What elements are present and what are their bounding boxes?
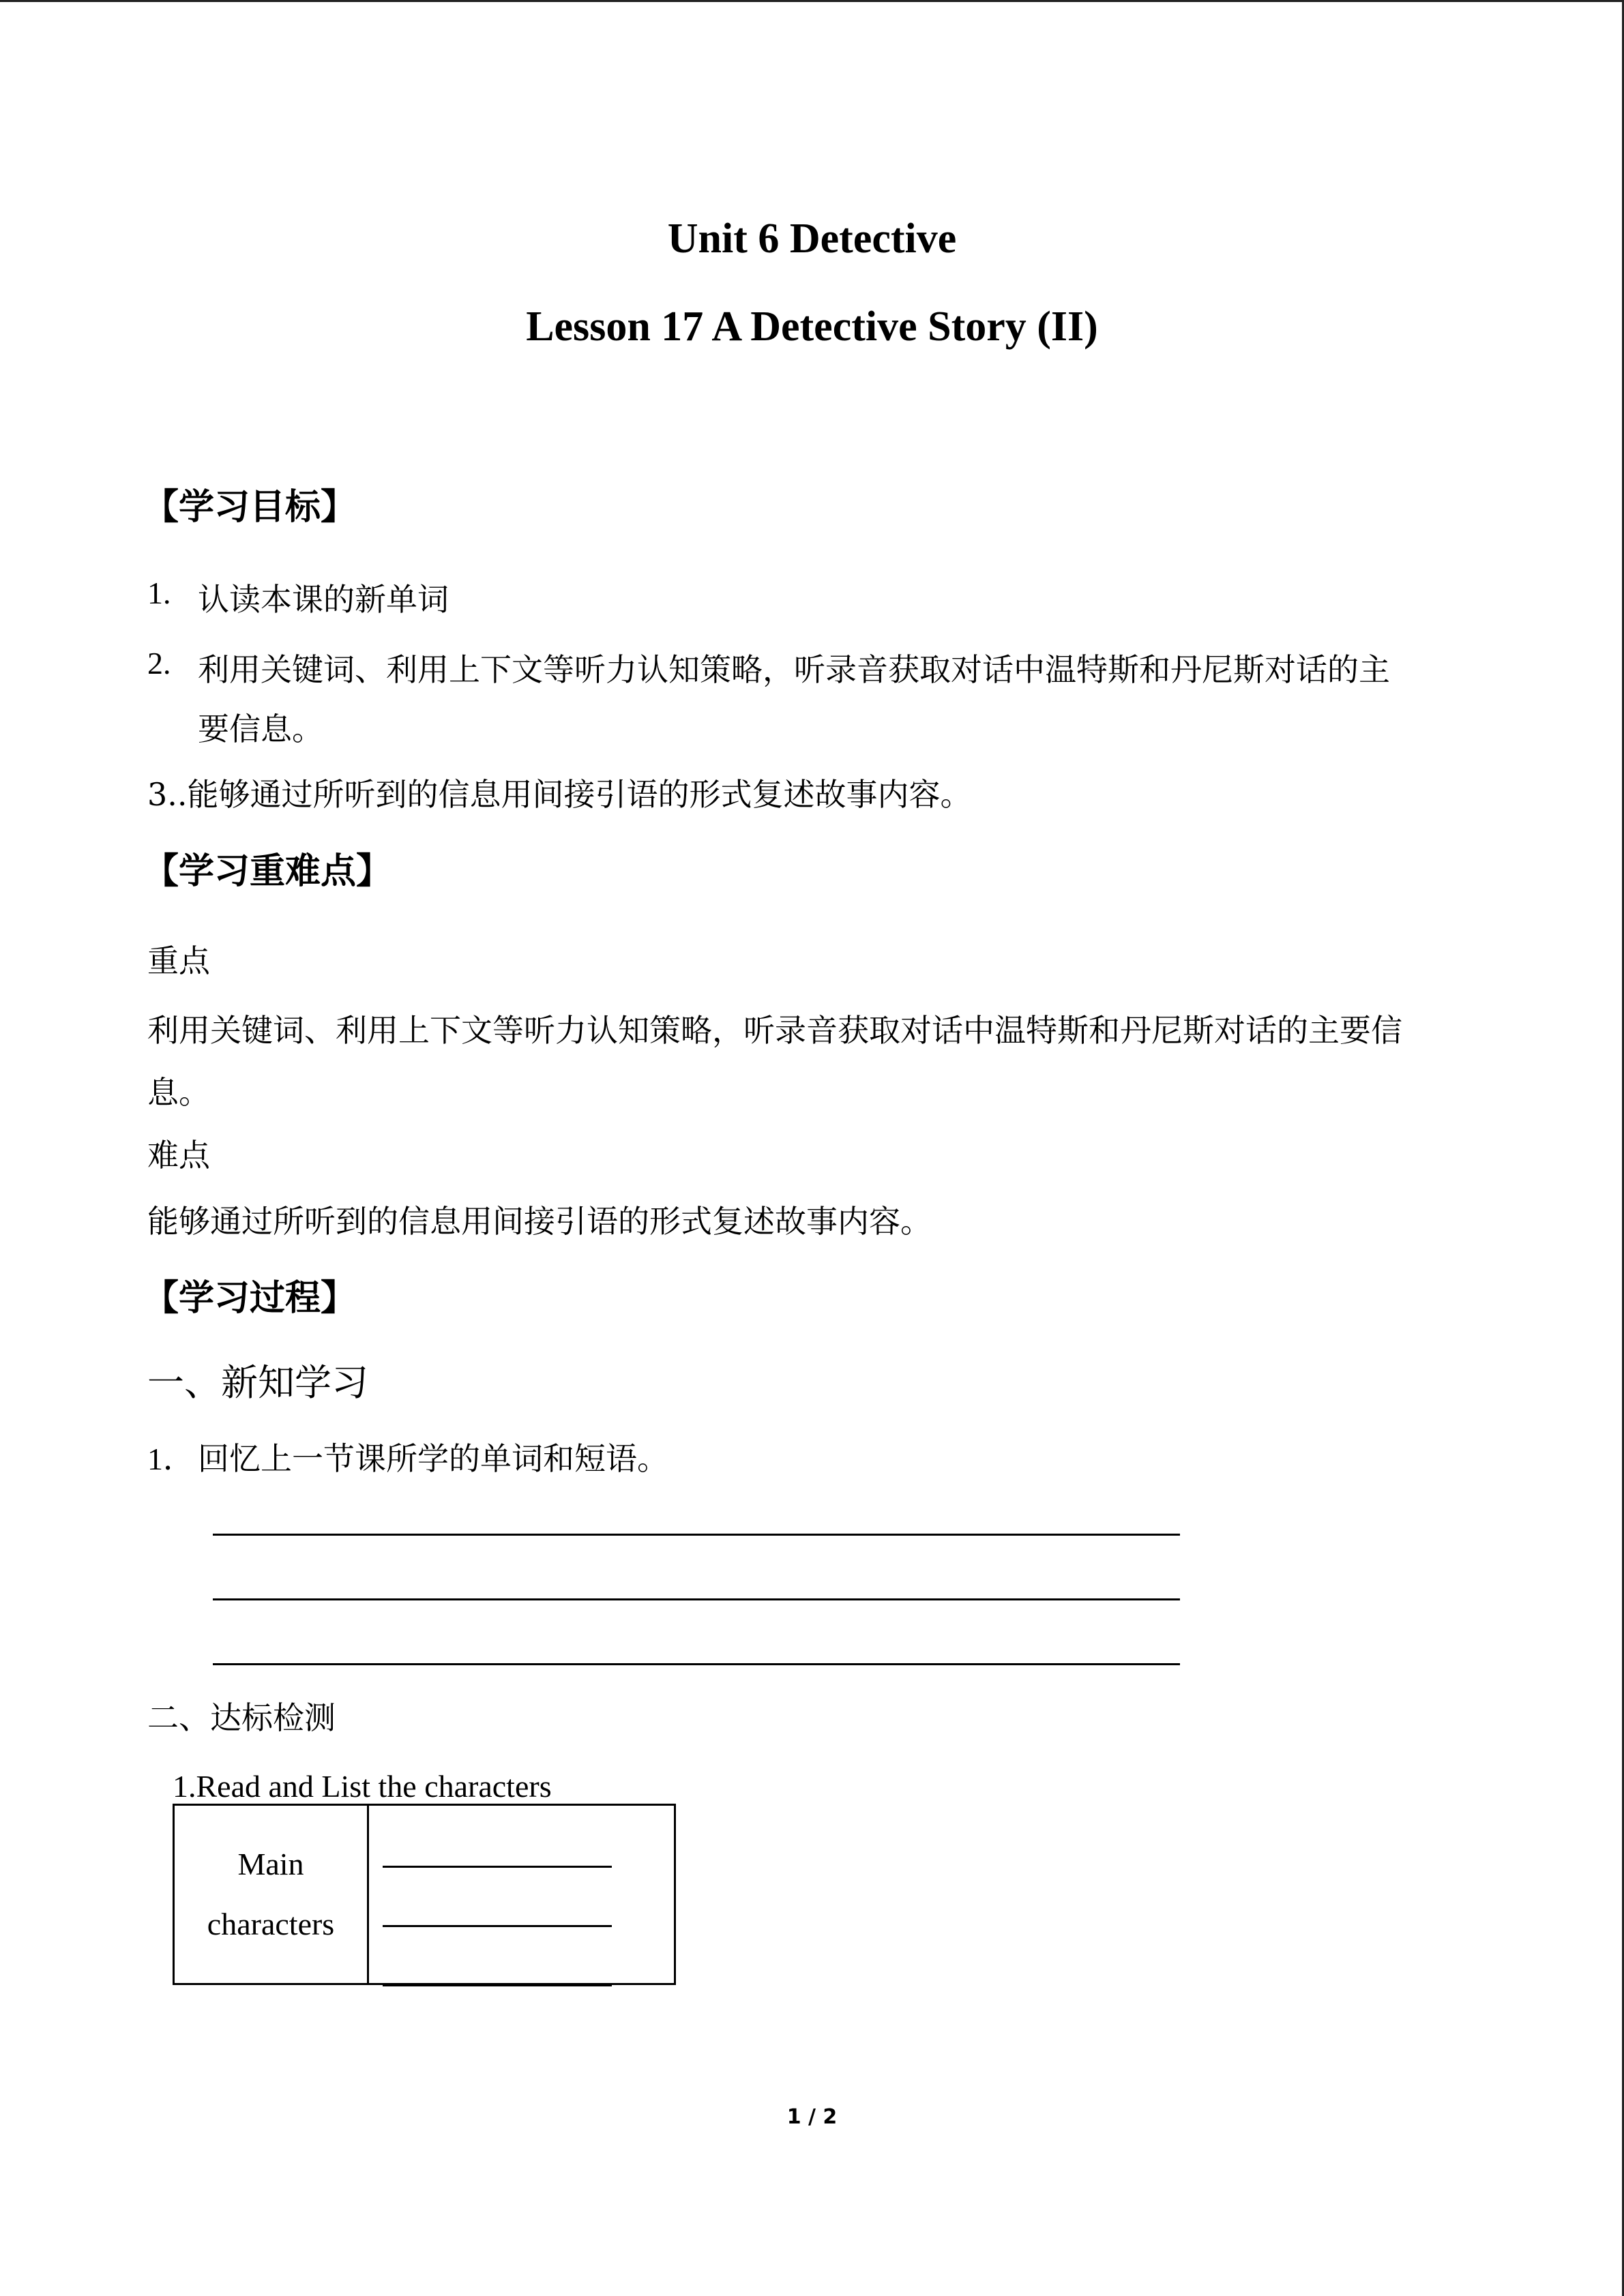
objective-text-3: 3..能够通过所听到的信息用间接引语的形式复述故事内容。 bbox=[147, 776, 972, 813]
unit-title: Unit 6 Detective bbox=[667, 215, 957, 262]
section-assessment: 二、达标检测 bbox=[147, 1699, 336, 1736]
objectives-heading: 【学习目标】 bbox=[143, 487, 357, 528]
keypoints-heading: 【学习重难点】 bbox=[143, 851, 392, 892]
difficulty-label: 难点 bbox=[147, 1137, 210, 1174]
characters-table-label bbox=[175, 1806, 367, 1983]
label-characters: characters bbox=[207, 1907, 335, 1941]
objective-text-1: 认读本课的新单词 bbox=[198, 581, 449, 618]
objective-number-2: 2. bbox=[147, 646, 171, 681]
recall-instruction: 回忆上一节课所学的单词和短语。 bbox=[198, 1440, 668, 1477]
process-heading: 【学习过程】 bbox=[143, 1278, 357, 1319]
objective-text-2-continued: 要信息。 bbox=[198, 711, 323, 747]
recall-number: 1． bbox=[147, 1442, 194, 1476]
character-blank-3[interactable] bbox=[383, 1984, 612, 1986]
character-blank-1[interactable] bbox=[383, 1866, 612, 1868]
character-blank-2[interactable] bbox=[383, 1925, 612, 1927]
answer-blank-line-3[interactable] bbox=[213, 1663, 1180, 1665]
exercise-title: 1.Read and List the characters bbox=[173, 1769, 552, 1804]
focus-label: 重点 bbox=[147, 942, 210, 979]
characters-table bbox=[173, 1804, 676, 1985]
focus-text-line2: 息。 bbox=[147, 1074, 210, 1111]
page-number: 1 / 2 bbox=[786, 2105, 838, 2129]
difficulty-text: 能够通过所听到的信息用间接引语的形式复述故事内容。 bbox=[147, 1203, 932, 1240]
answer-blank-line-1[interactable] bbox=[213, 1534, 1180, 1536]
section-new-knowledge: 一、新知学习 bbox=[147, 1361, 368, 1404]
label-main: Main bbox=[237, 1847, 304, 1881]
objective-text-2: 利用关键词、利用上下文等听力认知策略，听录音获取对话中温特斯和丹尼斯对话的主 bbox=[198, 651, 1390, 688]
table-divider bbox=[367, 1806, 369, 1983]
answer-blank-line-2[interactable] bbox=[213, 1598, 1180, 1600]
objective-number-1: 1. bbox=[147, 576, 171, 610]
focus-text-line1: 利用关键词、利用上下文等听力认知策略，听录音获取对话中温特斯和丹尼斯对话的主要信 bbox=[147, 1012, 1402, 1049]
lesson-title: Lesson 17 A Detective Story (II) bbox=[526, 303, 1098, 350]
